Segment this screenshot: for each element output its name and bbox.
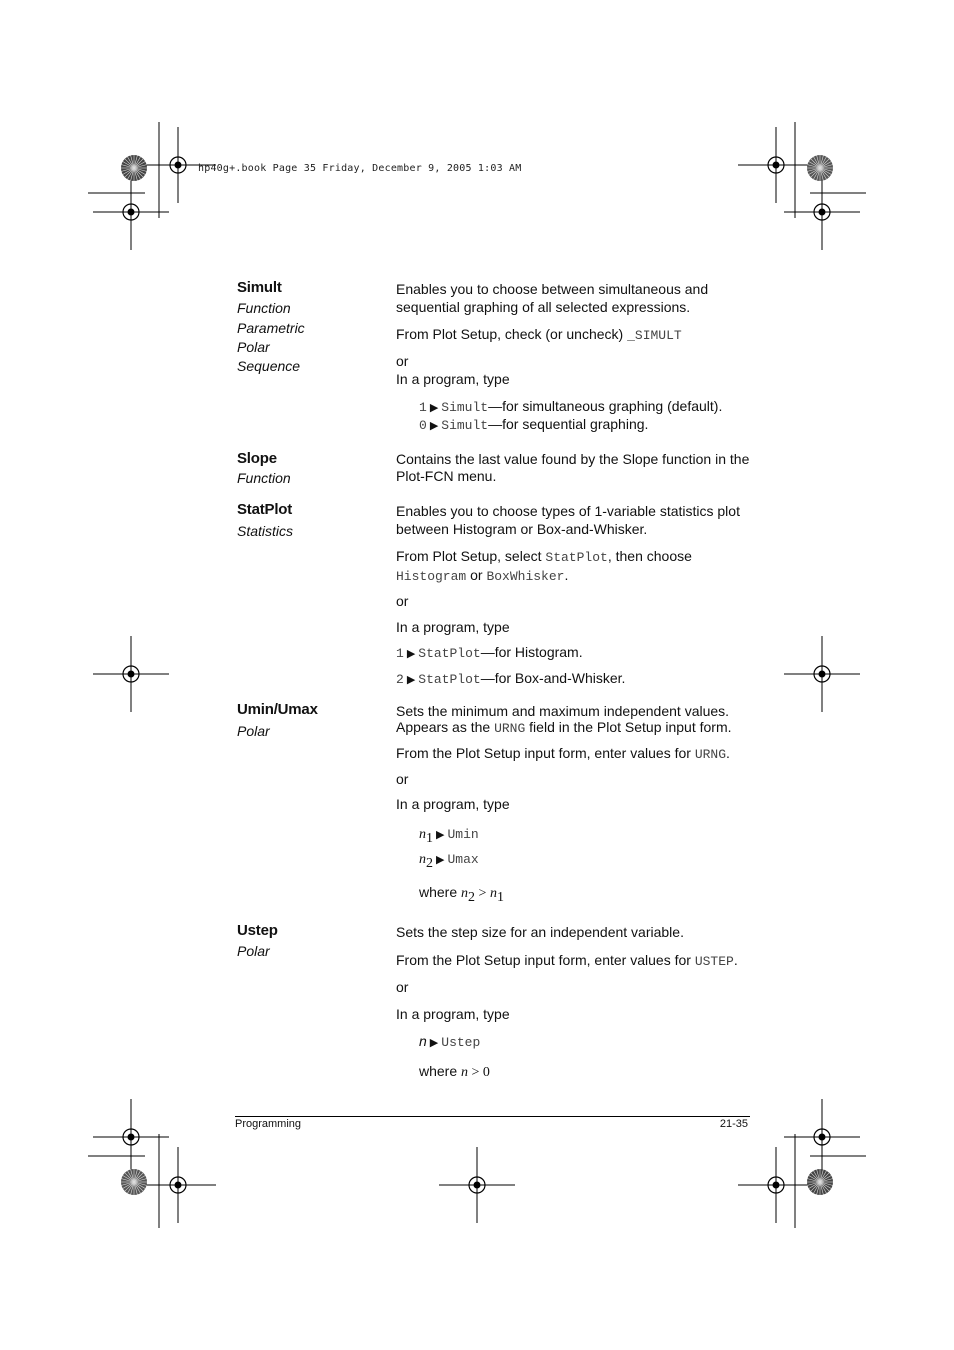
term-simult: Simult bbox=[237, 279, 282, 296]
statplot-example-1: 1 ▶ StatPlot—for Histogram. bbox=[396, 644, 583, 661]
footer-page-number: 21-35 bbox=[719, 1118, 748, 1130]
store-arrow-icon: ▶ bbox=[429, 420, 439, 432]
ustep-example: n ▶ Ustep bbox=[419, 1033, 481, 1050]
simult-setup-code: _SIMULT bbox=[627, 328, 682, 343]
simult-example-1: 1 ▶ Simult—for simultaneous graphing (default). bbox=[419, 398, 723, 415]
simult-program: In a program, type bbox=[396, 371, 510, 387]
statplot-setup: From Plot Setup, select StatPlot, then choose bbox=[396, 548, 692, 565]
context-polar: Polar bbox=[237, 723, 270, 739]
store-arrow-icon: ▶ bbox=[406, 648, 416, 660]
term-umin-umax: Umin/Umax bbox=[237, 701, 318, 718]
umin-example-1: $n_1$ ▶ Umin bbox=[419, 827, 479, 846]
simult-setup: From Plot Setup, check (or uncheck) _SIMULT bbox=[396, 326, 682, 343]
umin-setup: From the Plot Setup input form, enter values for URNG. bbox=[396, 745, 730, 762]
print-slug: hp40g+.book Page 35 Friday, December 9, 2005 1:03 AM bbox=[198, 163, 522, 174]
ustep-program: In a program, type bbox=[396, 1006, 510, 1022]
ustep-desc: Sets the step size for an independent variable. bbox=[396, 924, 684, 940]
simult-or: or bbox=[396, 353, 409, 369]
ustep-condition: where n > 0 bbox=[419, 1063, 490, 1080]
term-slope: Slope bbox=[237, 450, 277, 467]
umin-condition: where $n_2 > n_1$ bbox=[419, 884, 504, 905]
footer-section: Programming bbox=[235, 1118, 302, 1130]
context-sequence: Sequence bbox=[237, 358, 301, 374]
statplot-desc-line1: Enables you to choose types of 1-variable statistics plot bbox=[396, 503, 740, 519]
slope-desc-line1: Contains the last value found by the Slope function in the bbox=[396, 451, 750, 467]
statplot-desc-line2: between Histogram or Box-and-Whisker. bbox=[396, 521, 648, 537]
umin-or: or bbox=[396, 771, 409, 787]
footer-rule bbox=[235, 1116, 750, 1117]
context-function: Function bbox=[237, 300, 291, 316]
statplot-example-2: 2 ▶ StatPlot—for Box-and-Whisker. bbox=[396, 670, 626, 687]
umin-program: In a program, type bbox=[396, 796, 510, 812]
context-parametric: Parametric bbox=[237, 320, 305, 336]
context-statistics: Statistics bbox=[237, 523, 294, 539]
store-arrow-icon: ▶ bbox=[429, 402, 439, 414]
context-polar: Polar bbox=[237, 943, 270, 959]
term-ustep: Ustep bbox=[237, 922, 278, 939]
umin-desc-line2: Appears as the URNG field in the Plot Setup input form. bbox=[396, 719, 732, 736]
statplot-or: or bbox=[396, 593, 409, 609]
store-arrow-icon: ▶ bbox=[429, 1037, 439, 1049]
store-arrow-icon: ▶ bbox=[436, 829, 445, 841]
term-statplot: StatPlot bbox=[237, 501, 293, 518]
slope-desc-line2: Plot-FCN menu. bbox=[396, 468, 497, 484]
statplot-program: In a program, type bbox=[396, 619, 510, 635]
store-arrow-icon: ▶ bbox=[436, 854, 445, 866]
context-function: Function bbox=[237, 470, 291, 486]
simult-desc-line1: Enables you to choose between simultaneous and bbox=[396, 281, 709, 297]
umin-desc-line1: Sets the minimum and maximum independent values. bbox=[396, 703, 730, 719]
statplot-options: Histogram or BoxWhisker. bbox=[396, 567, 569, 584]
simult-example-2: 0 ▶ Simult—for sequential graphing. bbox=[419, 416, 649, 433]
ustep-or: or bbox=[396, 979, 409, 995]
umin-example-2: $n_2$ ▶ Umax bbox=[419, 852, 479, 871]
simult-desc-line2: sequential graphing of all selected expressions. bbox=[396, 299, 691, 315]
context-polar: Polar bbox=[237, 339, 270, 355]
ustep-setup: From the Plot Setup input form, enter values for USTEP. bbox=[396, 952, 738, 969]
store-arrow-icon: ▶ bbox=[406, 674, 416, 686]
